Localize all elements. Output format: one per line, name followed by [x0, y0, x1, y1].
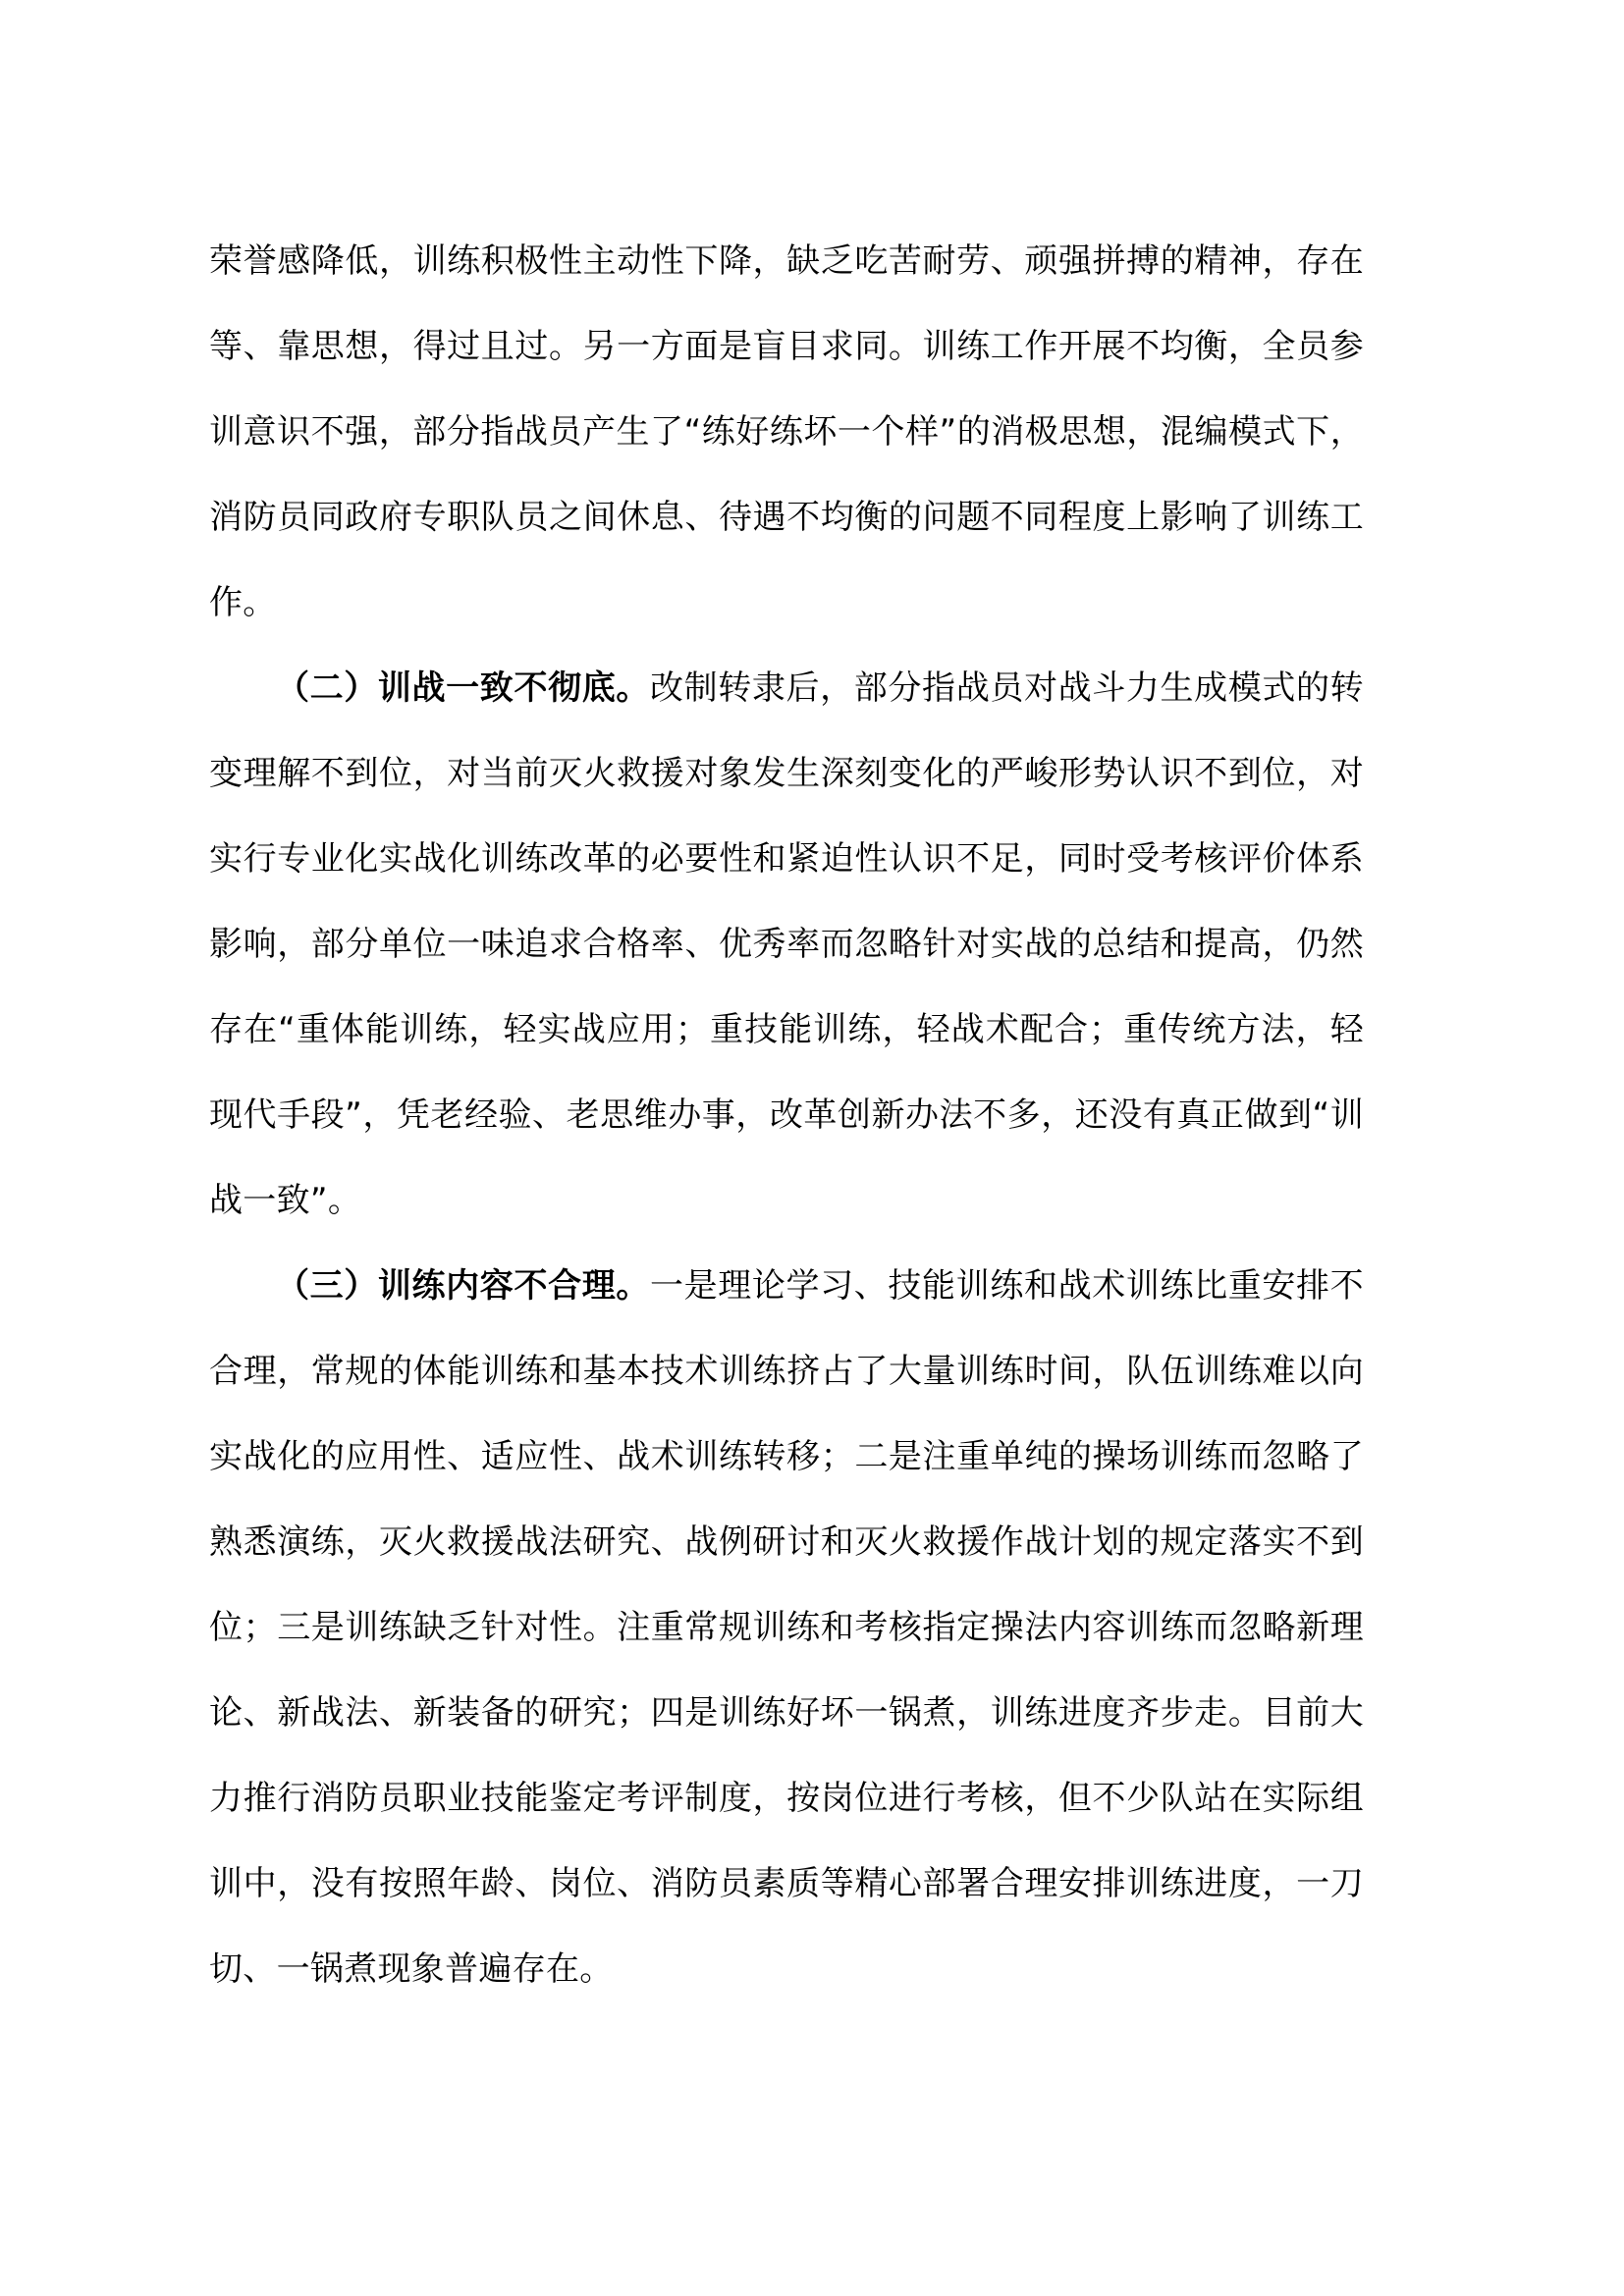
paragraph-lead: （三）训练内容不合理。	[276, 1266, 650, 1306]
paragraph-section-2	[209, 646, 1364, 1244]
paragraph-lead: （二）训战一致不彻底。	[276, 668, 650, 708]
document-body	[209, 219, 1364, 2012]
paragraph-text: 荣誉感降低，训练积极性主动性下降，缺乏吃苦耐劳、顽强拼搏的精神，存在等、靠思想，得过且过。另一方面是盲目求同。训练工作开展不均衡，全员参训意识不强，部分指战员产生了“练好练坏一个样”的消极思想，混编模式下，消防员同政府专职队员之间休息、待遇不均衡的问题不同程度上影响了训练工作。	[209, 241, 1364, 622]
paragraph-continued	[209, 219, 1364, 646]
paragraph-section-3	[209, 1244, 1364, 2012]
paragraph-text: 改制转隶后，部分指战员对战斗力生成模式的转变理解不到位，对当前灭火救援对象发生深刻变化的严峻形势认识不到位，对实行专业化实战化训练改革的必要性和紧迫性认识不足，同时受考核评价体系影响，部分单位一味追求合格率、优秀率而忽略针对实战的总结和提高，仍然存在“重体能训练，轻实战应用；重技能训练，轻战术配合；重传统方法，轻现代手段”，凭老经验、老思维办事，改革创新办法不多，还没有真正做到“训战一致”。	[209, 668, 1364, 1220]
paragraph-text: 一是理论学习、技能训练和战术训练比重安排不合理，常规的体能训练和基本技术训练挤占了大量训练时间，队伍训练难以向实战化的应用性、适应性、战术训练转移；二是注重单纯的操场训练而忽略了熟悉演练，灭火救援战法研究、战例研讨和灭火救援作战计划的规定落实不到位；三是训练缺乏针对性。注重常规训练和考核指定操法内容训练而忽略新理论、新战法、新装备的研究；四是训练好坏一锅煮，训练进度齐步走。目前大力推行消防员职业技能鉴定考评制度，按岗位进行考核，但不少队站在实际组训中，没有按照年龄、岗位、消防员素质等精心部署合理安排训练进度，一刀切、一锅煮现象普遍存在。	[209, 1266, 1364, 1989]
